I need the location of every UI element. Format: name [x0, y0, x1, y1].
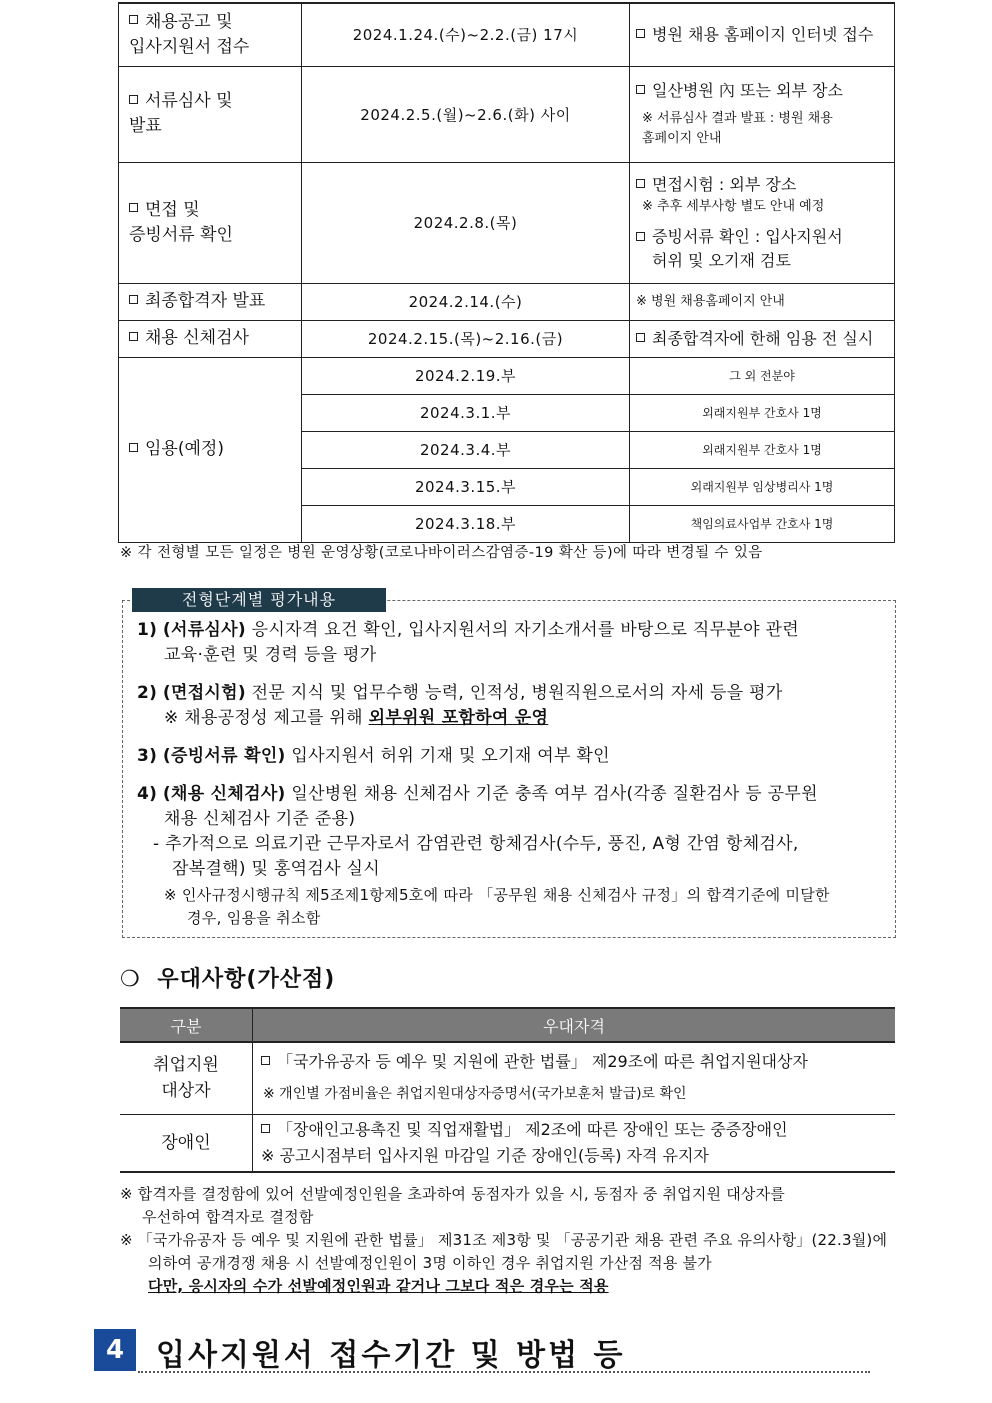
table-row [119, 66, 895, 162]
stage-label: 최종합격자 발표 [145, 291, 266, 311]
square-bullet-icon [261, 1124, 270, 1133]
square-bullet-icon [636, 29, 645, 38]
eval-num: 2) [137, 683, 158, 703]
date-cell: 2024.1.24.(수)~2.2.(금) 17시 [302, 3, 630, 66]
table-row [120, 1042, 895, 1114]
preference-note: 우선하여 합격자로 결정함 [142, 1208, 314, 1226]
eval-item-4-dash-cont: 잠복결핵) 및 홍역검사 실시 [172, 859, 380, 879]
square-bullet-icon [129, 203, 138, 212]
table-row [119, 3, 895, 66]
type-cell: 장애인 [120, 1114, 253, 1172]
note-cell [630, 66, 895, 162]
qualification-cell [253, 1042, 896, 1114]
stage-label: 채용 신체검사 [145, 328, 249, 348]
eval-item-1-cont: 교육·훈련 및 경력 등을 평가 [164, 645, 377, 665]
square-bullet-icon [129, 295, 138, 304]
eval-item-2-note [164, 706, 548, 731]
preference-note-emphasis: 다만, 응시자의 수가 선발예정인원과 같거나 그보다 적은 경우는 적용 [148, 1277, 609, 1295]
circle-bullet-icon: ❍ [120, 967, 141, 992]
note-text: 일산병원 內 또는 외부 장소 [652, 81, 843, 100]
square-bullet-icon [636, 179, 645, 188]
stage-label: 임용(예정) [145, 439, 224, 459]
table-row [119, 320, 895, 357]
note-cell: 책임의료사업부 간호사 1명 [630, 505, 895, 542]
dotted-divider [138, 1371, 870, 1373]
evaluation-header: 전형단계별 평가내용 [132, 588, 386, 612]
stage-cell [119, 66, 302, 162]
date-cell: 2024.3.15.부 [302, 468, 630, 505]
square-bullet-icon [261, 1056, 270, 1065]
date-cell: 2024.3.18.부 [302, 505, 630, 542]
eval-item-1 [137, 618, 799, 643]
stage-label: 서류심사 및 발표 [129, 91, 233, 136]
eval-title: (서류심사) [162, 620, 246, 640]
preference-note: ※ 「국가유공자 등 예우 및 지원에 관한 법률」 제31조 제3항 및 「공공기관 채용 관련 주요 유의사항」(22.3월)에 [120, 1231, 888, 1249]
preference-table [120, 1007, 895, 1173]
eval-item-4 [137, 782, 818, 807]
note-cell [630, 162, 895, 283]
qualification-note: ※ 개인별 가점비율은 취업지원대상자증명서(국가보훈처 발급)로 확인 [263, 1086, 687, 1103]
eval-title: (채용 신체검사) [162, 784, 286, 804]
square-bullet-icon [636, 333, 645, 342]
table-row [120, 1114, 895, 1172]
table-header-row [120, 1008, 895, 1042]
section-number-badge: 4 [94, 1329, 136, 1371]
square-bullet-icon [636, 232, 645, 241]
square-bullet-icon [129, 95, 138, 104]
schedule-footnote: ※ 각 전형별 모든 일정은 병원 운영상황(코로나바이러스감염증-19 확산 등)에 따라 변경될 수 있음 [120, 545, 763, 561]
preference-note: 의하여 공개경쟁 채용 시 선발예정인원이 3명 이하인 경우 취업지원 가산점 적용 불가 [148, 1254, 712, 1272]
eval-title: (면접시험) [162, 683, 246, 703]
stage-cell [119, 320, 302, 357]
date-cell: 2024.2.15.(목)~2.16.(금) [302, 320, 630, 357]
date-cell: 2024.2.14.(수) [302, 283, 630, 320]
schedule-table [118, 2, 895, 543]
eval-num: 3) [137, 746, 158, 766]
eval-text: 일산병원 채용 신체검사 기준 충족 여부 검사(각종 질환검사 등 공무원 [291, 784, 818, 804]
eval-text: 입사지원서 허위 기재 및 오기재 여부 확인 [291, 746, 610, 766]
eval-text: 전문 지식 및 업무수행 능력, 인적성, 병원직원으로서의 자세 등을 평가 [251, 683, 783, 703]
stage-cell [119, 357, 302, 542]
section-heading [120, 962, 335, 993]
eval-item-2 [137, 681, 783, 706]
date-cell: 2024.3.4.부 [302, 431, 630, 468]
type-cell: 취업지원 대상자 [120, 1042, 253, 1114]
sub-note: ※ 추후 세부사항 별도 안내 예정 [642, 198, 825, 214]
note-cell: 외래지원부 임상병리사 1명 [630, 468, 895, 505]
section-heading-text: 우대사항(가산점) [157, 967, 336, 992]
note-cell: 외래지원부 간호사 1명 [630, 394, 895, 431]
stage-label: 면접 및 증빙서류 확인 [129, 199, 233, 245]
qualification-note: ※ 공고시점부터 입사지원 마감일 기준 장애인(등록) 자격 유지자 [261, 1145, 709, 1165]
eval-note: ※ 채용공정성 제고를 위해 [164, 708, 369, 728]
column-header: 구분 [120, 1008, 253, 1042]
note-text: 면접시험 : 외부 장소 [652, 174, 797, 194]
note-cell: 그 외 전분야 [630, 357, 895, 394]
note-text: 병원 채용 홈페이지 인터넷 접수 [652, 24, 874, 44]
square-bullet-icon [129, 443, 138, 452]
eval-num: 4) [137, 784, 158, 804]
date-cell: 2024.3.1.부 [302, 394, 630, 431]
eval-note-underline: 외부위원 포함하여 운영 [368, 708, 549, 728]
date-cell: 2024.2.19.부 [302, 357, 630, 394]
stage-cell [119, 162, 302, 283]
note-cell [630, 320, 895, 357]
note-text: 증빙서류 확인 : 입사지원서 허위 및 오기재 검토 [652, 226, 843, 270]
qualification-cell [253, 1114, 896, 1172]
table-row [119, 162, 895, 283]
eval-text: 응시자격 요건 확인, 입사지원서의 자기소개서를 바탕으로 직무분야 관련 [251, 620, 799, 640]
note-cell: ※ 병원 채용홈페이지 안내 [630, 283, 895, 320]
eval-item-4-note: ※ 인사규정시행규칙 제5조제1항제5호에 따라 「공무원 채용 신체검사 규정」의 합격기준에 미달한 [164, 886, 830, 904]
sub-note: ※ 서류심사 결과 발표 : 병원 채용 홈페이지 안내 [642, 111, 833, 146]
eval-item-4-cont: 채용 신체검사 기준 준용) [164, 809, 356, 829]
square-bullet-icon [636, 85, 645, 94]
eval-item-3 [137, 744, 610, 769]
section-title: 입사지원서 접수기간 및 방법 등 [156, 1338, 626, 1373]
qualification-text: 「국가유공자 등 예우 및 지원에 관한 법률」 제29조에 따른 취업지원대상자 [277, 1052, 808, 1072]
eval-item-4-dash: - 추가적으로 의료기관 근무자로서 감염관련 항체검사(수두, 풍진, A형 간염 항체검사, [153, 834, 799, 854]
note-text: 최종합격자에 한해 임용 전 실시 [652, 328, 874, 348]
stage-cell [119, 283, 302, 320]
preference-note: ※ 합격자를 결정함에 있어 선발예정인원을 초과하여 동점자가 있을 시, 동점자 중 취업지원 대상자를 [120, 1185, 785, 1203]
eval-title: (증빙서류 확인) [162, 746, 286, 766]
date-cell: 2024.2.8.(목) [302, 162, 630, 283]
eval-item-4-note-cont: 경우, 임용을 취소함 [187, 909, 321, 927]
column-header: 우대자격 [253, 1008, 896, 1042]
stage-label: 채용공고 및 입사지원서 접수 [129, 11, 250, 57]
square-bullet-icon [129, 15, 138, 24]
square-bullet-icon [129, 332, 138, 341]
table-row [119, 283, 895, 320]
stage-cell [119, 3, 302, 66]
qualification-text: 「장애인고용촉진 및 직업재활법」 제2조에 따른 장애인 또는 중증장애인 [277, 1119, 788, 1139]
note-cell: 외래지원부 간호사 1명 [630, 431, 895, 468]
eval-num: 1) [137, 620, 158, 640]
date-cell: 2024.2.5.(월)~2.6.(화) 사이 [302, 66, 630, 162]
table-row [119, 357, 895, 394]
note-cell [630, 3, 895, 66]
